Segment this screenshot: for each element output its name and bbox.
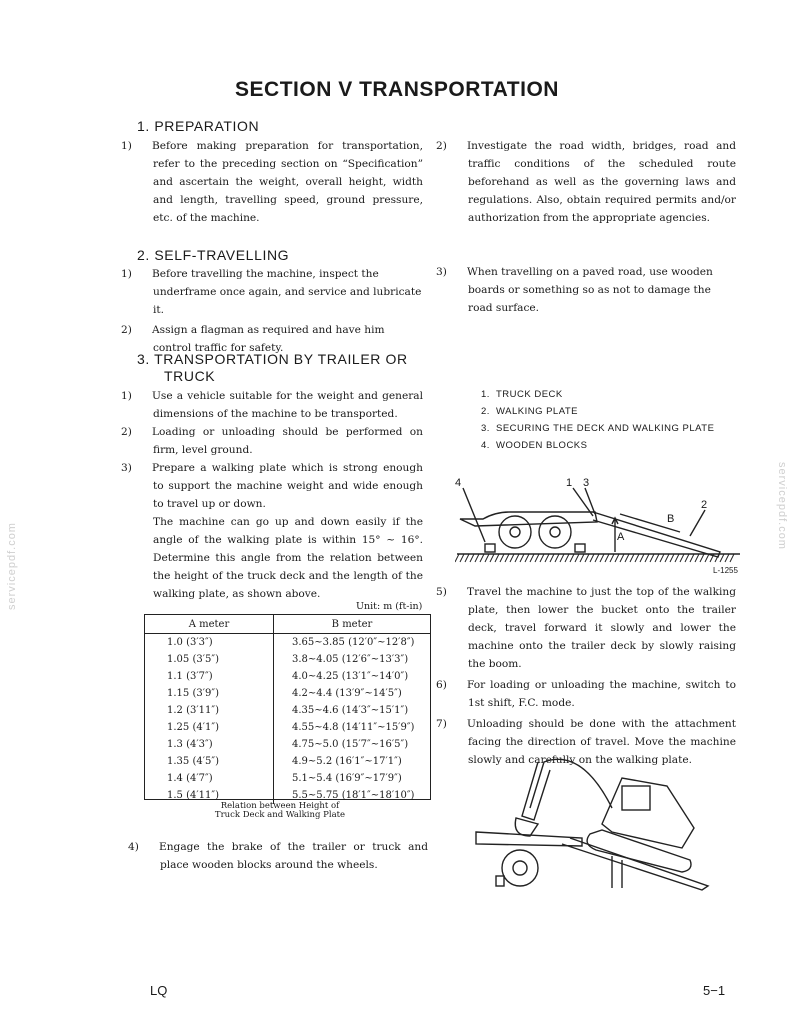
legend-item: 1. TRUCK DECK	[481, 389, 563, 400]
figure-code: L-1255	[713, 566, 738, 575]
trailer-item-1: 1) Use a vehicle suitable for the weight and general dimensions of the machine to be transported.	[121, 390, 423, 420]
section-heading-preparation: 1. PREPARATION	[137, 118, 260, 134]
upper-structure-shape	[602, 778, 694, 848]
trailer-item-4: 4) Engage the brake of the trailer or truck and place wooden blocks around the wheels.	[128, 841, 428, 871]
trailer-deck-shape	[476, 832, 582, 846]
figure-label-1: 1	[566, 477, 573, 489]
watermark-right: servicepdf.com	[776, 462, 788, 550]
cell-a: 1.35 (4′5″)	[145, 753, 274, 770]
walking-plate-shape	[562, 838, 708, 890]
cell-a: 1.25 (4′1″)	[145, 719, 274, 736]
height-table	[145, 615, 430, 804]
arm-shape	[522, 762, 550, 820]
walking-plate-shape	[593, 512, 720, 557]
table-row	[145, 651, 430, 668]
table-row	[145, 736, 430, 753]
cell-a: 1.1 (3′7″)	[145, 668, 274, 685]
table-row	[145, 634, 430, 652]
trailer-item-5: 5) Travel the machine to just the top of the walking plate, then lower the bucket onto the trailer deck, travel forward it slowly and lower the machine onto the trailer deck by slowly raising the boom.	[436, 586, 736, 670]
trailer-item-2: 2) Loading or unloading should be performed on firm, level ground.	[121, 426, 423, 456]
figure-label-a: A	[617, 531, 625, 543]
crawler-track-shape	[587, 830, 691, 872]
item-number: 1)	[121, 140, 132, 152]
trailer-item-7: 7) Unloading should be done with the attachment facing the direction of travel. Move the machine slowly and carefully on the walking plate.	[436, 718, 736, 766]
cell-b: 4.0~4.25 (13′1″~14′0″)	[292, 671, 409, 682]
bucket-shape	[515, 818, 538, 836]
item-text: Before making preparation for transportation, refer to the preceding section on “Specification” and ascertain the weight, overall height, width and length, travelling speed, ground pressure, etc. of the machine.	[152, 140, 423, 224]
figure-legend	[481, 386, 714, 454]
trailer-item-6: 6) For loading or unloading the machine, switch to 1st shift, F.C. mode.	[436, 679, 736, 709]
cell-a: 1.15 (3′9″)	[145, 685, 274, 702]
cell-a: 1.5 (4′11″)	[145, 787, 274, 804]
wheel-left	[499, 516, 531, 548]
table-row	[145, 702, 430, 719]
cell-b: 4.75~5.0 (15′7″~16′5″)	[292, 739, 409, 750]
table-row	[145, 719, 430, 736]
page-number: 5−1	[703, 983, 726, 998]
self-travel-item-3: 3) When travelling on a paved road, use wooden boards or something so as not to damage the road surface.	[436, 266, 713, 314]
excavator-loading-figure	[472, 748, 734, 894]
section-heading-trailer: 3. TRANSPORTATION BY TRAILER OR TRUCK	[137, 351, 408, 384]
cell-a: 1.05 (3′5″)	[145, 651, 274, 668]
legend-item: 4. WOODEN BLOCKS	[481, 440, 588, 451]
cell-a: 1.0 (3′3″)	[145, 634, 274, 652]
item-text: Investigate the road width, bridges, road and traffic conditions of the scheduled route beforehand as well as the governing laws and regulations. Also, obtain required permits and/or authorization from the appropriate agencies.	[467, 140, 736, 224]
figure-label-4: 4	[455, 477, 462, 489]
section-heading-self-travelling: 2. SELF-TRAVELLING	[137, 247, 290, 263]
unit-label: Unit: m (ft-in)	[356, 601, 423, 612]
item-number: 2)	[436, 140, 447, 152]
wooden-block-left	[485, 544, 495, 552]
trailer-wheel	[502, 850, 538, 886]
trailer-items	[121, 387, 423, 603]
cell-b: 5.1~5.4 (16′9″~17′9″)	[292, 773, 402, 784]
cell-a: 1.4 (4′7″)	[145, 770, 274, 787]
cell-b: 4.55~4.8 (14′11″~15′9″)	[292, 722, 415, 733]
table-caption: Relation between Height of Truck Deck and Walking Plate	[214, 801, 346, 820]
cell-b: 4.2~4.4 (13′9″~14′5″)	[292, 688, 402, 699]
page-title: SECTION V TRANSPORTATION	[235, 78, 559, 101]
self-travel-item-1: 1) Before travelling the machine, inspect the underframe once again, and service and lubricate it.	[121, 268, 422, 316]
table-row	[145, 668, 430, 685]
table-row	[145, 753, 430, 770]
trailer-item-3: 3) Prepare a walking plate which is strong enough to support the machine weight and wide enough to travel up or down.	[121, 462, 423, 510]
prep-item-2	[436, 137, 736, 227]
cell-b: 4.35~4.6 (14′3″~15′1″)	[292, 705, 409, 716]
trailer-item-3-paragraph: The machine can go up and down easily if the angle of the walking plate is within 15° ~ 16°. Determine this angle from the relation between the height of the truck deck and the length of the walking plate, as shown above.	[153, 516, 423, 600]
cell-a: 1.2 (3′11″)	[145, 702, 274, 719]
table-row	[145, 685, 430, 702]
col-header-b: B meter	[274, 615, 431, 634]
cell-b: 3.65~3.85 (12′0″~12′8″)	[292, 637, 415, 648]
prep-item-1	[121, 137, 423, 227]
cell-b: 4.9~5.2 (16′1″~17′1″)	[292, 756, 402, 767]
figure-label-b: B	[667, 513, 675, 525]
self-travel-items	[121, 265, 423, 357]
table-row	[145, 770, 430, 787]
self-travel-item-2: 2) Assign a flagman as required and have him control traffic for safety.	[121, 324, 385, 354]
cell-b: 3.8~4.05 (12′6″~13′3″)	[292, 654, 409, 665]
wheel-right	[539, 516, 571, 548]
figure-label-2: 2	[701, 499, 708, 511]
cell-a: 1.3 (4′3″)	[145, 736, 274, 753]
legend-item: 2. WALKING PLATE	[481, 406, 578, 417]
legend-item: 3. SECURING THE DECK AND WALKING PLATE	[481, 423, 715, 434]
col-header-a: A meter	[145, 615, 274, 634]
height-table-frame	[144, 614, 431, 800]
truck-deck-figure	[455, 474, 745, 578]
boom-shape	[530, 759, 612, 808]
loading-items	[436, 583, 736, 769]
cell-b: 5.5~5.75 (18′1″~18′10″)	[292, 790, 415, 801]
watermark-left: servicepdf.com	[6, 522, 18, 610]
cab-window	[622, 786, 650, 810]
figure-label-3: 3	[583, 477, 590, 489]
wooden-block	[496, 876, 504, 886]
footer-left: LQ	[150, 983, 168, 998]
wooden-block-right	[575, 544, 585, 552]
